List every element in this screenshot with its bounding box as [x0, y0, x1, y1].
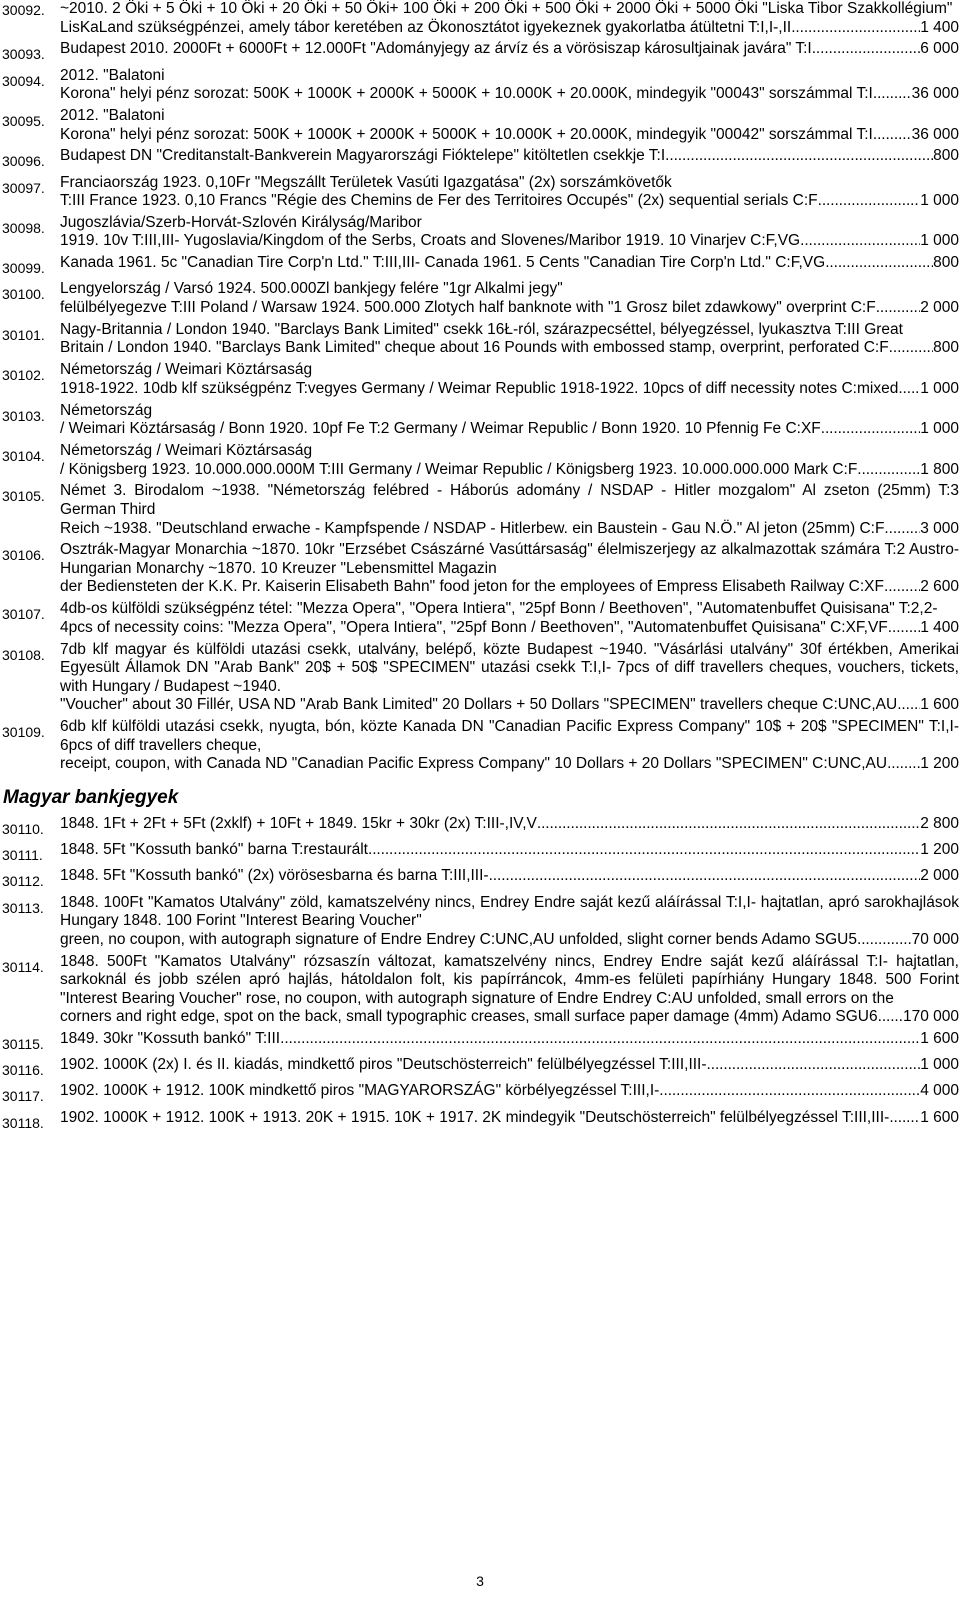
dot-leader [876, 299, 921, 318]
lot-description-end: "Voucher" about 30 Fillér, USA ND "Arab Bank Limited" 20 Dollars + 50 Dollars "SPECIMEN" travellers cheque C:UNC,AU [60, 696, 898, 714]
lot-description [60, 841, 959, 860]
lot-price-line [60, 19, 959, 38]
dot-leader [887, 755, 920, 774]
lot-price: 170 000 [902, 1008, 959, 1026]
lot-description [60, 815, 959, 834]
dot-leader [898, 380, 920, 399]
lot-description-end: 1918-1922. 10db klf szükségpénz T:vegyes Germany / Weimar Republic 1918-1922. 10pcs of diff necessity notes C:mixed [60, 379, 899, 397]
lot-price: 1 400 [920, 618, 959, 636]
lot-description-end: T:III France 1923. 0,10 Francs "Régie des Chemins de Fer des Territoires Occupés" (2x) sequential serials C:F [60, 192, 818, 210]
lot-number: 30093. [2, 46, 45, 63]
lot-description-text: Németország [60, 401, 153, 419]
page-number: 3 [476, 1573, 484, 1589]
lot-price: 1 000 [920, 232, 959, 250]
lot-price-line [60, 420, 959, 439]
lot-number: 30101. [2, 326, 45, 343]
lot-price-line [60, 254, 959, 273]
lot-price: 2 000 [920, 867, 959, 885]
lot-price: 1 800 [920, 460, 959, 478]
lot-entry [0, 254, 960, 277]
lot-description-text: 4db-os külföldi szükségpénz tétel: "Mezza Opera", "Opera Intiera", "25pf Bonn / Beethoven", "Automatenbuffet Quisisana" T:2,2- [60, 600, 938, 618]
lot-description-end: Reich ~1938. "Deutschland erwache - Kampfspende / NSDAP - Hitlerbew. ein Baustein - Gau N.Ö." Al jeton (25mm) C:F [60, 519, 885, 537]
dot-leader [878, 1008, 903, 1027]
lot-description-end: 1849. 30kr "Kossuth bankó" T:III [60, 1030, 281, 1048]
lot-price: 1 000 [920, 1056, 959, 1074]
lot-description [60, 953, 959, 1027]
lot-entry [0, 718, 960, 774]
lot-entry [0, 1109, 960, 1132]
dot-leader [873, 126, 912, 145]
lot-price-line [60, 619, 959, 638]
lot-number: 30118. [2, 1114, 44, 1131]
lot-description [60, 1056, 959, 1075]
lot-description-text: ~2010. 2 Öki + 5 Öki + 10 Öki + 20 Öki + 50 Öki+ 100 Öki + 200 Öki + 500 Öki + 2000 Öki + 5000 Öki "Liska Tibor Szakkollégium" [60, 0, 953, 17]
dot-leader [857, 461, 920, 480]
section-heading: Magyar bankjegyek [3, 786, 179, 808]
dot-leader [665, 147, 933, 166]
lot-price-line [60, 232, 959, 251]
lot-description-end: Korona" helyi pénz sorozat: 500K + 1000K + 2000K + 5000K + 10.000K + 20.000K, mindegyik "00042" sorszámmal T:I [60, 125, 873, 143]
lot-price: 1 000 [920, 192, 959, 210]
lot-price: 2 800 [920, 814, 959, 832]
lot-description-end: 1902. 1000K + 1912. 100K + 1913. 20K + 1915. 10K + 1917. 2K mindegyik "Deutschösterreich" felülbélyegzéssel T:III,III- [60, 1108, 890, 1126]
lot-entry [0, 1082, 960, 1105]
lot-entry [0, 321, 960, 358]
lot-number: 30116. [2, 1062, 44, 1079]
lot-description-end: 1848. 1Ft + 2Ft + 5Ft (2xklf) + 10Ft + 1849. 15kr + 30kr (2x) T:III-,IV,V [60, 814, 537, 832]
lot-number: 30117. [2, 1088, 44, 1105]
lot-price-line [60, 755, 959, 774]
lot-price: 800 [933, 254, 959, 272]
lot-number: 30108. [2, 646, 45, 663]
lot-price: 36 000 [911, 85, 959, 103]
lot-entry [0, 1030, 960, 1053]
lot-entry [0, 280, 960, 317]
lot-price-line [60, 696, 959, 715]
lot-number: 30099. [2, 260, 45, 277]
dot-leader [659, 1082, 920, 1101]
lot-description-end: 1919. 10v T:III,III- Yugoslavia/Kingdom of the Serbs, Croats and Slovenes/Maribor 1919. 10 Vinarjev C:F,VG [60, 232, 801, 250]
lot-price-line [60, 1030, 959, 1049]
dot-leader [857, 931, 912, 950]
lot-description-end: / Weimari Köztársaság / Bonn 1920. 10pf Fe T:2 Germany / Weimar Republic / Bonn 1920. 10 Pfennig Fe C:XF [60, 420, 821, 438]
lot-number: 30095. [2, 112, 45, 129]
lot-description-text: 1848. 100Ft "Kamatos Utalvány" zöld, kamatszelvény nincs, Endrey Endre saját kezű aláírással T:I,I- hajtatlan, apró sarokhajlások Hungary 1848. 100 Forint "Interest Bearing Voucher" [60, 893, 959, 930]
lot-description-text: Német 3. Birodalom ~1938. "Németország felébred - Háborús adomány / NSDAP - Hitler mozgalom" Al zseton (25mm) T:3 German Third [60, 482, 959, 518]
lot-number: 30110. [2, 820, 44, 837]
lot-description-text: 2012. "Balatoni [60, 66, 165, 84]
lot-number: 30112. [2, 873, 44, 890]
lot-number: 30111. [2, 847, 43, 864]
lot-description-text: 7db klf magyar és külföldi utazási csekk, utalvány, belépő, közte Budapest ~1940. "Vásárlási utalvány" 30f értékben, Amerikai Egyesült Államok DN "Arab Bank" 20$ + 50$ "SPECIMEN" utazási csekk T:I,I- 7pcs of diff travellers cheques, vouchers, tickets, with Hungary / Budapest ~1940. [60, 640, 959, 695]
lot-number: 30104. [2, 447, 45, 464]
lot-price-line [60, 380, 959, 399]
lot-price-line [60, 339, 959, 358]
lot-entry [0, 541, 960, 597]
lot-entry [0, 402, 960, 439]
lot-description [60, 40, 959, 59]
dot-leader [825, 254, 933, 273]
lot-description [60, 1082, 959, 1101]
lot-price: 1 600 [920, 1030, 959, 1048]
lot-description [60, 718, 959, 774]
lot-description [60, 147, 959, 166]
lot-description-text: Németország / Weimari Köztársaság [60, 361, 313, 379]
lot-description-end: felülbélyegezve T:III Poland / Warsaw 1924. 500.000 Zlotych half banknote with "1 Grosz bilet zdawkowy" overprint C:F [60, 299, 876, 317]
lot-price-line [60, 841, 959, 860]
lot-price-line [60, 578, 959, 597]
lot-description-text: 6db klf külföldi utazási csekk, nyugta, bón, közte Kanada DN "Canadian Pacific Express Company" 10$ + 20$ "SPECIMEN" T:I,I- 6pcs of diff travellers cheque, [60, 718, 959, 754]
lot-price: 1 000 [920, 379, 959, 397]
lot-entry [0, 442, 960, 479]
lot-description-text: Jugoszlávia/Szerb-Horvát-Szlovén Királyság/Maribor [60, 213, 422, 231]
lot-price-line [60, 815, 959, 834]
lot-price: 70 000 [911, 930, 959, 948]
lot-entry [0, 214, 960, 251]
lot-description-end: 1902. 1000K (2x) I. és II. kiadás, mindkettő piros "Deutschösterreich" felülbélyegzéssel T:III,III- [60, 1056, 707, 1074]
lot-price: 1 400 [920, 18, 959, 36]
lot-price-line [60, 147, 959, 166]
lot-number: 30115. [2, 1036, 44, 1053]
lot-price-line [60, 299, 959, 318]
lot-entry [0, 867, 960, 890]
lot-description-end: 1848. 5Ft "Kossuth bankó" barna T:restaurált [60, 841, 368, 859]
lot-number: 30096. [2, 153, 45, 170]
dot-leader [489, 867, 921, 886]
lot-description-text: Osztrák-Magyar Monarchia ~1870. 10kr "Erzsébet Császárné Vasúttársaság" élelmiszerjegy az alkalmazottak számára T:2 Austro-Hungarian Monarchy ~1870. 10 Kreuzer "Lebensmittel Magazin [60, 541, 959, 577]
lot-price: 1 600 [920, 1108, 959, 1126]
lot-price: 36 000 [911, 125, 959, 143]
lot-description [60, 107, 959, 144]
lot-description-text: 1848. 500Ft "Kamatos Utalvány" rózsaszín változat, kamatszelvény nincs, Endrey Endre saját kezű aláírással T:I- hajtatlan, sarkoknál és jobb szélen apró hajlás, hátoldalon folt, kis papírráncok, 4mm-es felületi papírhiány Hungary 1848. 500 Forint "Interest Bearing Voucher" rose, no coupon, with autograph signature of Endre Endrey C:AU unfolded, small errors on the [60, 952, 959, 1007]
lot-description-text: Franciaország 1923. 0,10Fr "Megszállt Területek Vasúti Igazgatása" (2x) sorszámkövetők [60, 173, 672, 191]
lot-description-end: Budapest 2010. 2000Ft + 6000Ft + 12.000Ft "Adományjegy az árvíz és a vörösiszap károsultjainak javára" T:I [60, 40, 812, 58]
dot-leader [888, 619, 920, 638]
lot-price: 1 600 [920, 696, 959, 714]
lot-description [60, 0, 959, 37]
dot-leader [280, 1030, 920, 1049]
lot-price: 2 600 [920, 578, 959, 596]
lot-description-end: corners and right edge, spot on the back, small typographic creases, small surface paper damage (4mm) Adamo SGU6 [60, 1008, 878, 1026]
lot-description [60, 600, 959, 637]
lot-description [60, 402, 959, 439]
lot-description-end: receipt, coupon, with Canada ND "Canadian Pacific Express Company" 10 Dollars + 20 Dollars "SPECIMEN" C:UNC,AU [60, 755, 888, 773]
dot-leader [873, 85, 912, 104]
lot-price-line [60, 1109, 959, 1128]
lot-price: 4 000 [920, 1082, 959, 1100]
lot-price: 1 200 [920, 755, 959, 773]
dot-leader [818, 192, 921, 211]
lot-description-end: Korona" helyi pénz sorozat: 500K + 1000K + 2000K + 5000K + 10.000K + 20.000K, mindegyik "00043" sorszámmal T:I [60, 85, 873, 103]
lot-entry [0, 894, 960, 950]
lot-description-end: 4pcs of necessity coins: "Mezza Opera", "Opera Intiera", "25pf Bonn / Beethoven", "Automatenbuffet Quisisana" C:XF,VF [60, 618, 888, 636]
lot-description [60, 894, 959, 950]
lot-number: 30107. [2, 606, 45, 623]
lot-description-end: / Königsberg 1923. 10.000.000.000M T:III Germany / Weimar Republic / Königsberg 1923. 10.000.000.000 Mark C:F [60, 460, 858, 478]
lot-description [60, 641, 959, 715]
lot-price: 1 000 [920, 420, 959, 438]
lot-description [60, 442, 959, 479]
lot-description-end: Kanada 1961. 5c "Canadian Tire Corp'n Ltd." T:III,III- Canada 1961. 5 Cents "Canadian Tire Corp'n Ltd." C:F,VG [60, 254, 826, 272]
lot-description [60, 67, 959, 104]
lot-price: 3 000 [920, 519, 959, 537]
dot-leader [800, 232, 920, 251]
lot-description-end: 1848. 5Ft "Kossuth bankó" (2x) vörösesbarna és barna T:III,III- [60, 867, 489, 885]
lot-entry [0, 147, 960, 170]
lot-price-line [60, 931, 959, 950]
lot-description [60, 482, 959, 538]
lot-price: 6 000 [920, 40, 959, 58]
lot-description-text: Lengyelország / Varsó 1924. 500.000Zl bankjegy felére "1gr Alkalmi jegy" [60, 280, 563, 298]
lot-entry [0, 600, 960, 637]
lot-price-line [60, 461, 959, 480]
lot-description [60, 280, 959, 317]
dot-leader [884, 520, 920, 539]
lot-description-text: 2012. "Balatoni [60, 106, 165, 124]
dot-leader [812, 40, 920, 59]
lot-price-line [60, 520, 959, 539]
lot-number: 30109. [2, 724, 45, 741]
dot-leader [889, 339, 933, 358]
lot-price-line [60, 867, 959, 886]
dot-leader [368, 841, 920, 860]
lot-number: 30105. [2, 488, 45, 505]
lot-number: 30092. [2, 2, 45, 18]
lot-description [60, 361, 959, 398]
lot-description-end: Budapest DN "Creditanstalt-Bankverein Magyarországi Fióktelepe" kitöltetlen csekkje T:I [60, 147, 666, 165]
lot-description [60, 541, 959, 597]
lot-description-text: Nagy-Britannia / London 1940. "Barclays Bank Limited" csekk 16Ł-ról, szárazpecséttel, bélyegzéssel, lyukasztva T:III Great [60, 320, 903, 338]
lot-entry [0, 361, 960, 398]
lot-description-end: Britain / London 1940. "Barclays Bank Limited" cheque about 16 Pounds with embossed stamp, overprint, perforated C:F [60, 339, 889, 357]
lot-number: 30106. [2, 547, 45, 564]
dot-leader [884, 578, 920, 597]
dot-leader [889, 1109, 920, 1128]
lot-description-end: 1902. 1000K + 1912. 100K mindkettő piros "MAGYARORSZÁG" körbélyegzéssel T:III,I- [60, 1082, 660, 1100]
dot-leader [537, 815, 920, 834]
lot-price-line [60, 40, 959, 59]
lot-price: 800 [933, 147, 959, 165]
lot-entry [0, 174, 960, 211]
dot-leader [897, 696, 920, 715]
lot-description [60, 867, 959, 886]
lot-description-text: Németország / Weimari Köztársaság [60, 441, 313, 459]
lot-number: 30114. [2, 958, 44, 975]
lot-number: 30100. [2, 286, 45, 303]
lot-description [60, 174, 959, 211]
lot-number: 30103. [2, 407, 45, 424]
lot-entry [0, 0, 960, 37]
lot-price-line [60, 85, 959, 104]
lot-price-line [60, 1056, 959, 1075]
lot-entry [0, 482, 960, 538]
lot-entry [0, 841, 960, 864]
lot-entry [0, 1056, 960, 1079]
lot-price-line [60, 192, 959, 211]
lot-description [60, 1030, 959, 1049]
dot-leader [707, 1056, 921, 1075]
lot-description-end: der Bediensteten der K.K. Pr. Kaiserin Elisabeth Bahn" food jeton for the employees of Empress Elisabeth Railway C:XF [60, 578, 884, 596]
lot-number: 30113. [2, 899, 44, 916]
dot-leader [821, 420, 920, 439]
lot-price-line [60, 1082, 959, 1101]
lot-entry [0, 953, 960, 1027]
lot-description [60, 254, 959, 273]
lot-number: 30094. [2, 72, 45, 89]
lot-entry [0, 67, 960, 104]
lot-number: 30098. [2, 219, 45, 236]
lot-entry [0, 40, 960, 63]
lot-description-end: green, no coupon, with autograph signature of Endre Endrey C:UNC,AU unfolded, slight corner bends Adamo SGU5 [60, 930, 857, 948]
lot-price-line [60, 126, 959, 145]
lot-description [60, 214, 959, 251]
dot-leader [791, 19, 920, 38]
lot-description [60, 1109, 959, 1128]
lot-price-line [60, 1008, 959, 1027]
lot-price: 1 200 [920, 841, 959, 859]
lot-description [60, 321, 959, 358]
lot-entry [0, 641, 960, 715]
lot-entry [0, 815, 960, 838]
lot-price: 800 [933, 339, 959, 357]
lot-description-end: LisKaLand szükségpénzei, amely tábor keretében az Ökonosztátot igyekeznek gyakorlatba átültetni T:I,I-,II [60, 18, 792, 36]
lot-number: 30097. [2, 179, 45, 196]
lot-entry [0, 107, 960, 144]
lot-price: 2 000 [920, 299, 959, 317]
lot-number: 30102. [2, 367, 45, 384]
